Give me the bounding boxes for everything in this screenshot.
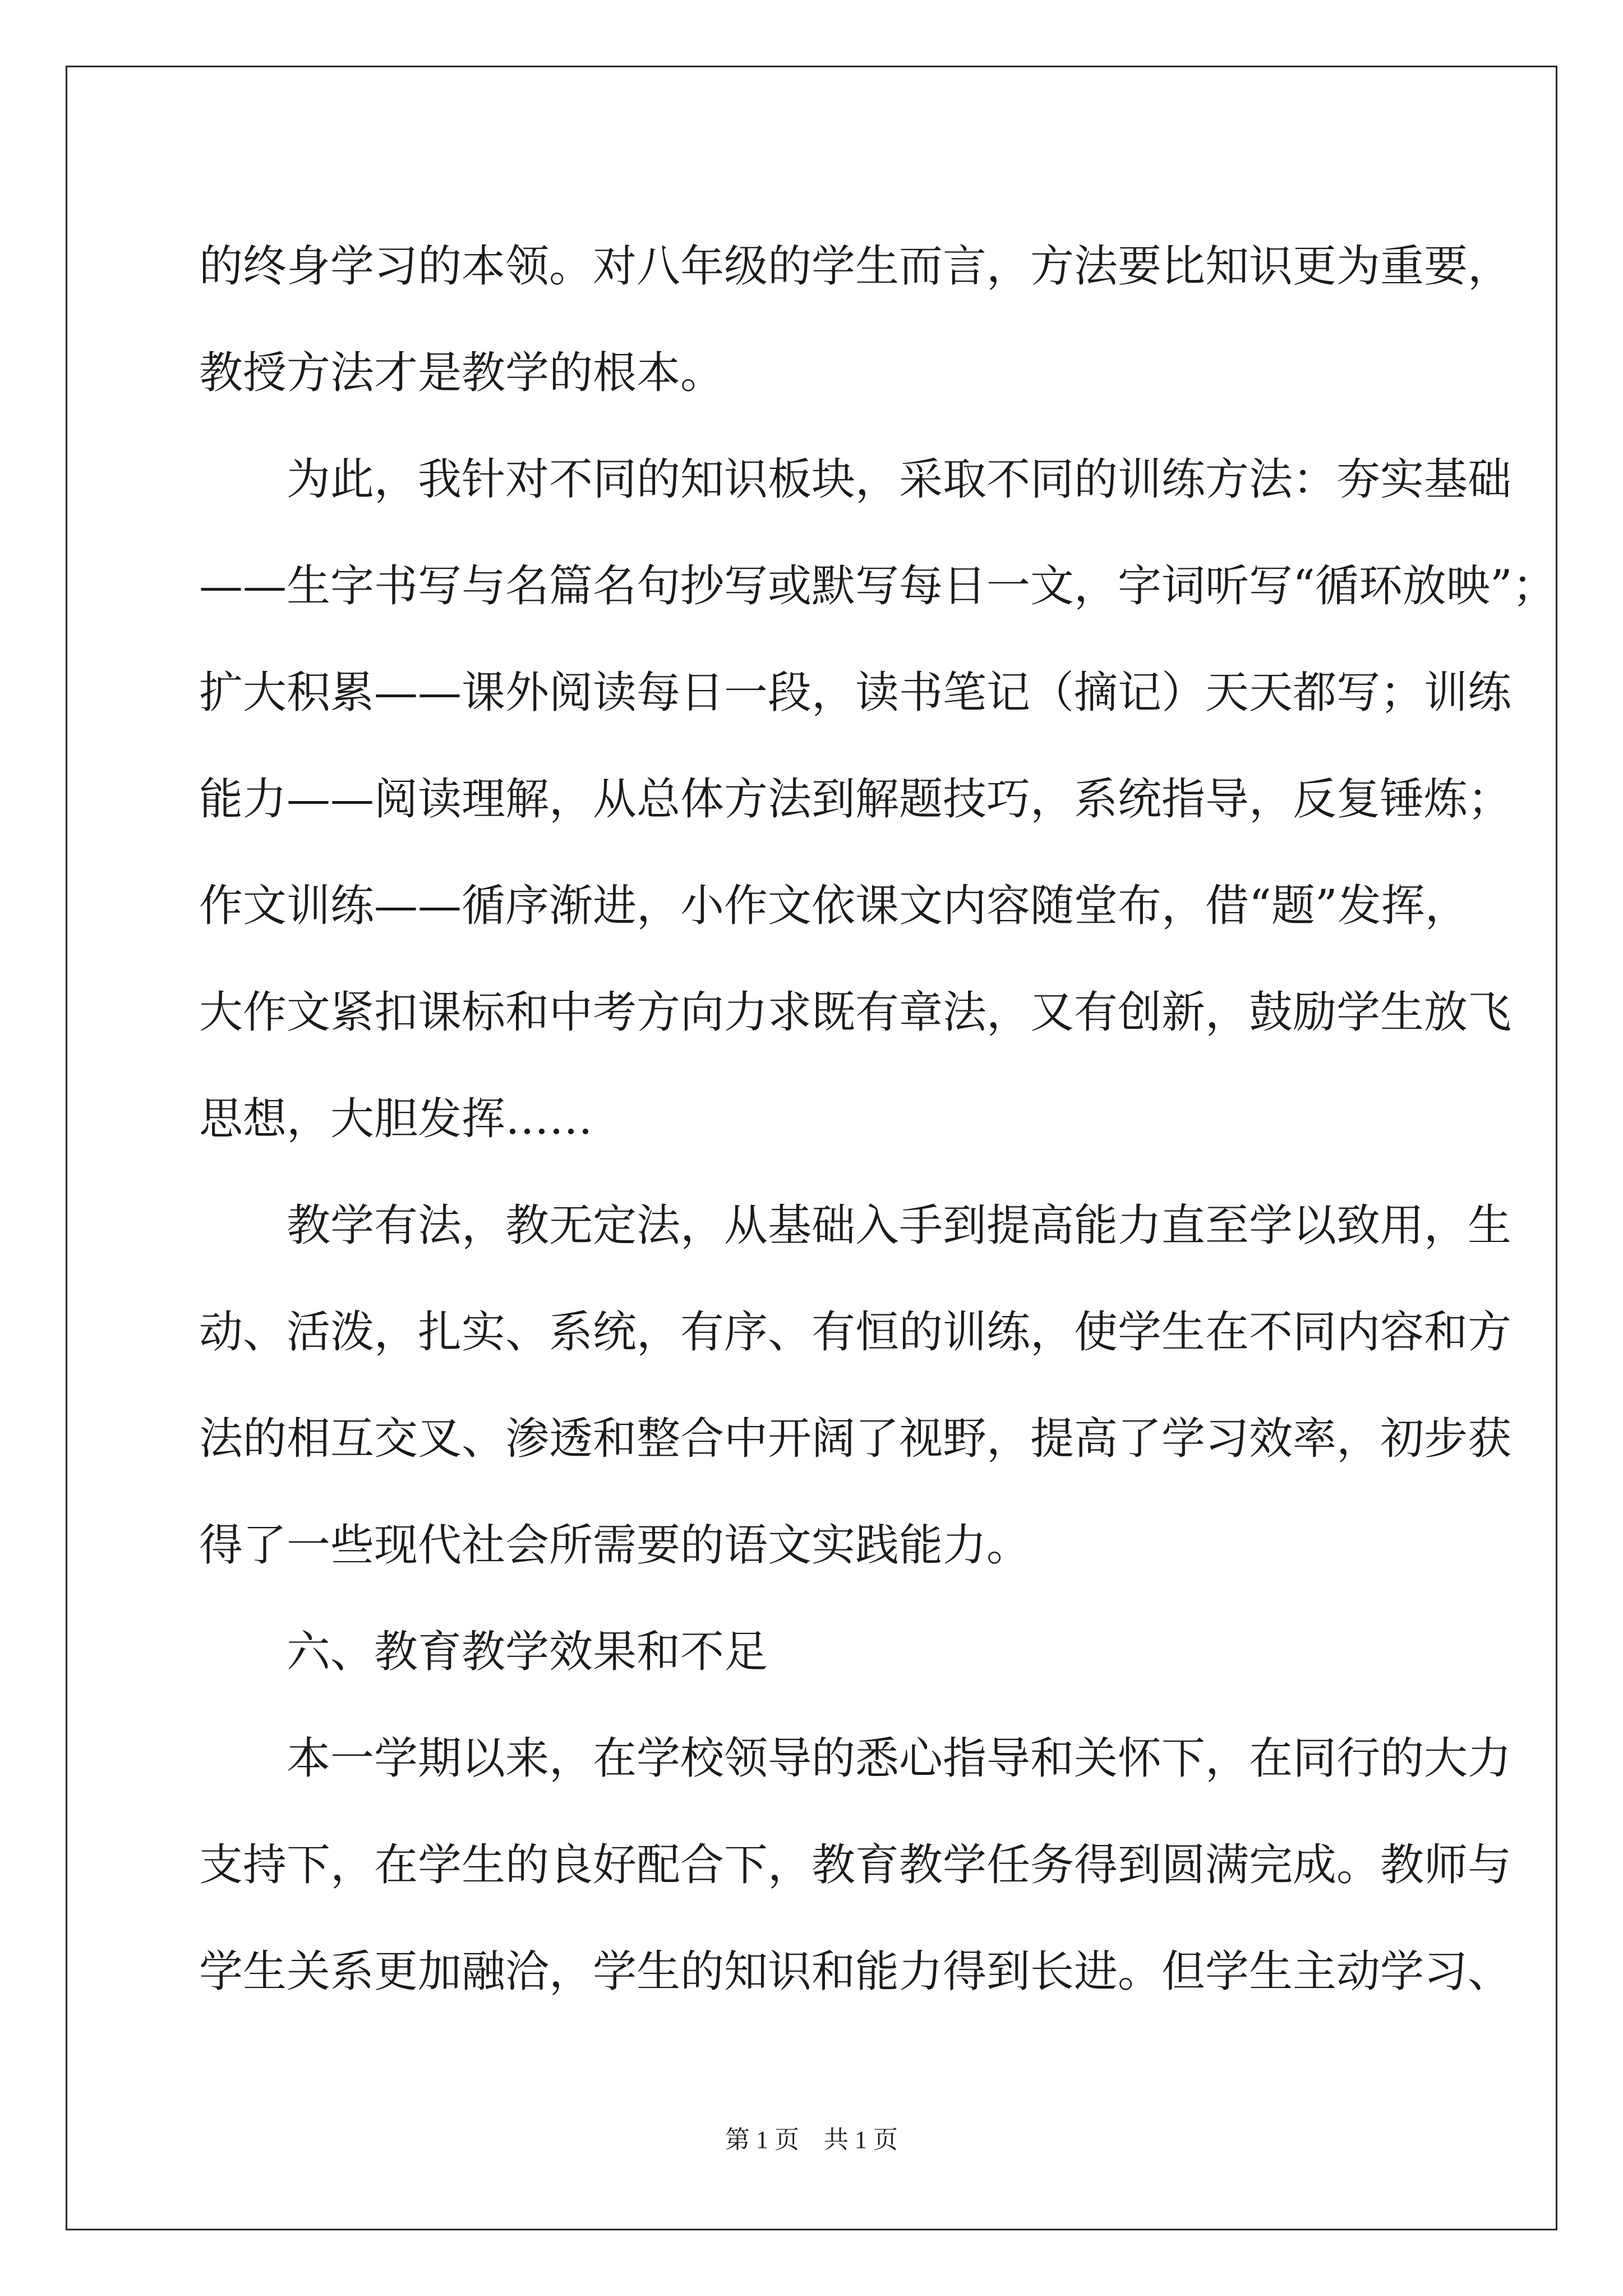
text-line: ——生字书写与名篇名句抄写或默写每日一文，字词听写“循环放映”； <box>199 561 1556 611</box>
text-line: 思想，大胆发挥…… <box>199 1094 593 1144</box>
section-heading: 六、教育教学效果和不足 <box>287 1627 768 1677</box>
text-line: 动、活泼，扎实、系统，有序、有恒的训练，使学生在不同内容和方 <box>199 1307 1512 1358</box>
text-line: 支持下，在学生的良好配合下，教育教学任务得到圆满完成。教师与 <box>199 1840 1512 1890</box>
document-body <box>199 213 1556 2025</box>
text-line: 得了一些现代社会所需要的语文实践能力。 <box>199 1520 1031 1571</box>
paragraph-start-line: 本一学期以来，在学校领导的悉心指导和关怀下，在同行的大力 <box>287 1733 1512 1784</box>
paragraph-start-line: 教学有法，教无定法，从基础入手到提高能力直至学以致用，生 <box>287 1200 1512 1251</box>
text-line: 法的相互交叉、渗透和整合中开阔了视野，提高了学习效率，初步获 <box>199 1414 1512 1464</box>
page-number-footer: 第 1 页 共 1 页 <box>725 2126 898 2154</box>
paragraph-start-line: 为此，我针对不同的知识板块，采取不同的训练方法：夯实基础 <box>287 454 1512 505</box>
text-line: 的终身学习的本领。对八年级的学生而言，方法要比知识更为重要， <box>199 241 1512 292</box>
text-line: 学生关系更加融洽，学生的知识和能力得到长进。但学生主动学习、 <box>199 1947 1512 1997</box>
text-line: 大作文紧扣课标和中考方向力求既有章法，又有创新，鼓励学生放飞 <box>199 987 1512 1038</box>
text-line: 教授方法才是教学的根本。 <box>199 348 725 398</box>
text-line: 能力——阅读理解，从总体方法到解题技巧，系统指导，反复锤炼； <box>199 774 1512 825</box>
text-line: 扩大积累——课外阅读每日一段，读书笔记（摘记）天天都写；训练 <box>199 668 1512 718</box>
text-line: 作文训练——循序渐进，小作文依课文内容随堂布，借“题”发挥， <box>199 881 1469 931</box>
